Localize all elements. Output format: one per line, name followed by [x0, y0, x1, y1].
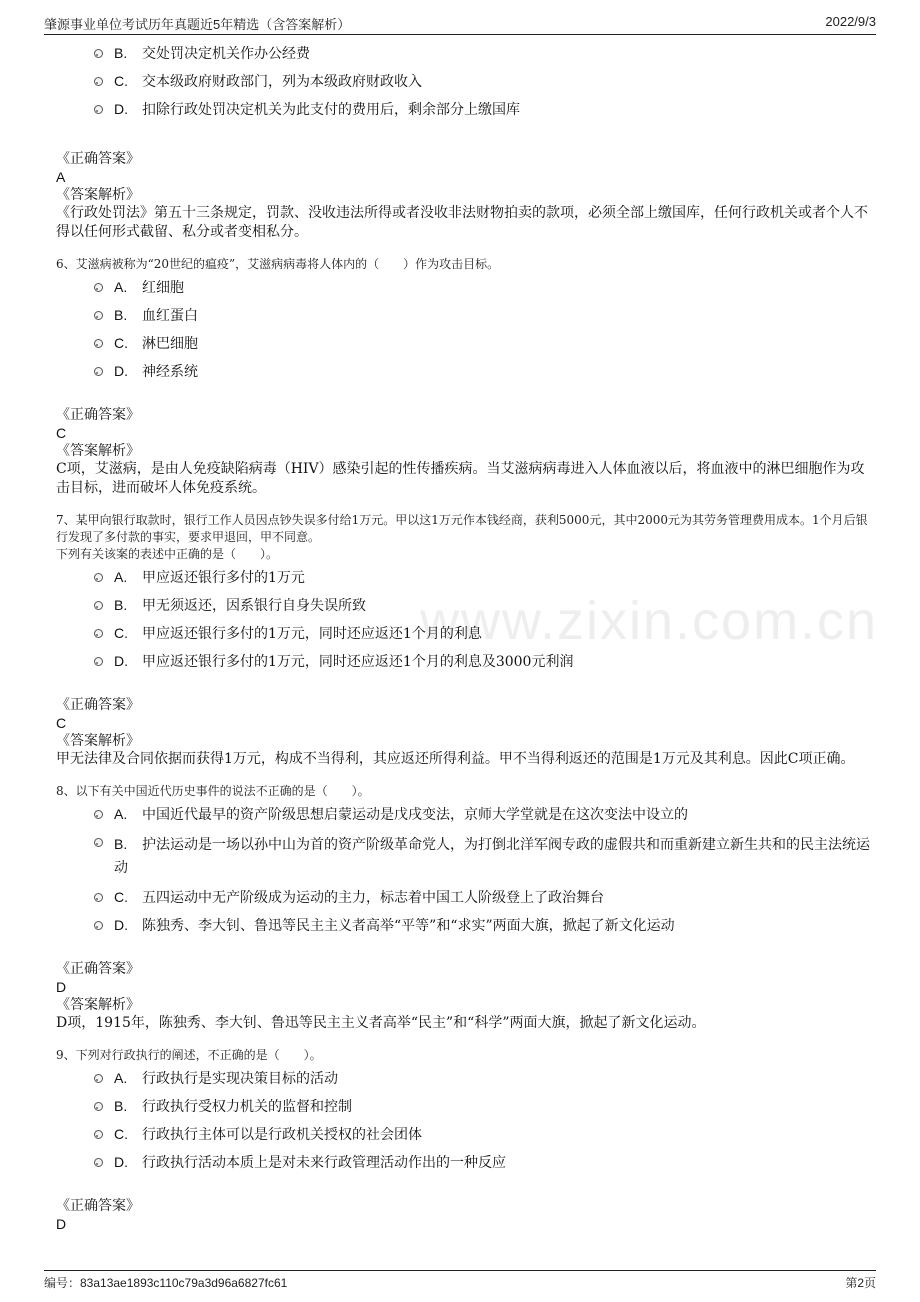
answer-value: C	[56, 715, 67, 731]
question-text: 8、以下有关中国近代历史事件的说法不正确的是（ ）。	[56, 784, 370, 798]
question-text: 7、某甲向银行取款时，银行工作人员因点钞失误多付给1万元。甲以这1万元作本钱经商，获利5000元，其中2000元为其劳务管理费用成本。1个月后银行发现了多付款的事实，要求甲退回，甲不同意。	[56, 513, 868, 544]
radio-icon[interactable]	[94, 1102, 103, 1111]
option-7c[interactable]: C. 甲应返还银行多付的1万元，同时还应返还1个月的利息	[94, 624, 876, 644]
radio-icon[interactable]	[94, 1074, 103, 1083]
analysis-text: C项，艾滋病，是由人免疫缺陷病毒（HIV）感染引起的性传播疾病。当艾滋病病毒进入人体血液以后，将血液中的淋巴细胞作为攻击目标，进而破坏人体免疫系统。	[56, 461, 865, 496]
radio-icon[interactable]	[94, 657, 103, 666]
document-title: 肇源事业单位考试历年真题近5年精选（含答案解析）	[44, 17, 351, 32]
option-8d[interactable]: D. 陈独秀、李大钊、鲁迅等民主主义者高举“平等”和“求实”两面大旗，掀起了新文化运动	[94, 916, 876, 936]
analysis-text: 甲无法律及合同依据而获得1万元，构成不当得利，其应返还所得利益。甲不当得利返还的范围是1万元及其利息。因此C项正确。	[56, 751, 855, 767]
question-9	[56, 1047, 876, 1233]
question-6	[56, 256, 876, 498]
radio-icon[interactable]	[94, 629, 103, 638]
document-content	[56, 40, 879, 1233]
question-7	[56, 512, 879, 769]
radio-icon[interactable]	[94, 339, 103, 348]
option-7d[interactable]: D. 甲应返还银行多付的1万元，同时还应返还1个月的利息及3000元利润	[94, 652, 876, 672]
page-footer	[44, 1270, 876, 1295]
radio-icon[interactable]	[94, 311, 103, 320]
option-8a[interactable]: A. 中国近代最早的资产阶级思想启蒙运动是戊戌变法，京师大学堂就是在这次变法中设立的	[94, 805, 876, 825]
radio-icon[interactable]	[94, 810, 103, 819]
radio-icon[interactable]	[94, 367, 103, 376]
answer-label: 《正确答案》	[56, 407, 140, 423]
answer-value: D	[56, 1216, 67, 1232]
page-number: 第2页	[845, 1276, 876, 1290]
answer-label: 《正确答案》	[56, 697, 140, 713]
answer-label: 《正确答案》	[56, 1198, 140, 1214]
option-9d[interactable]: D. 行政执行活动本质上是对未来行政管理活动作出的一种反应	[94, 1153, 876, 1173]
option-5b[interactable]: B. 交处罚决定机关作办公经费	[94, 44, 876, 64]
question-8	[56, 783, 876, 1033]
option-5d[interactable]: D. 扣除行政处罚决定机关为此支付的费用后，剩余部分上缴国库	[94, 100, 876, 120]
option-8c[interactable]: C. 五四运动中无产阶级成为运动的主力，标志着中国工人阶级登上了政治舞台	[94, 888, 876, 908]
analysis-label: 《答案解析》	[56, 997, 140, 1013]
option-6c[interactable]: C. 淋巴细胞	[94, 334, 876, 354]
radio-icon[interactable]	[94, 1158, 103, 1167]
option-6d[interactable]: D. 神经系统	[94, 362, 876, 382]
option-9a[interactable]: A. 行政执行是实现决策目标的活动	[94, 1069, 876, 1089]
watermark: www.zixin.com.cn	[420, 591, 879, 651]
radio-icon[interactable]	[94, 1130, 103, 1139]
radio-icon[interactable]	[94, 601, 103, 610]
radio-icon[interactable]	[94, 283, 103, 292]
question-5	[56, 44, 876, 242]
answer-value: D	[56, 979, 67, 995]
option-9b[interactable]: B. 行政执行受权力机关的监督和控制	[94, 1097, 876, 1117]
analysis-text: 《行政处罚法》第五十三条规定，罚款、没收违法所得或者没收非法财物拍卖的款项，必须全部上缴国库，任何行政机关或者个人不得以任何形式截留、私分或者变相私分。	[56, 205, 868, 240]
analysis-label: 《答案解析》	[56, 733, 140, 749]
question-text: 9、下列对行政执行的阐述，不正确的是（ ）。	[56, 1048, 322, 1062]
radio-icon[interactable]	[94, 49, 103, 58]
option-7b[interactable]: B. 甲无须返还，因系银行自身失误所致	[94, 596, 876, 616]
document-date: 2022/9/3	[825, 14, 876, 29]
option-5c[interactable]: C. 交本级政府财政部门，列为本级政府财政收入	[94, 72, 876, 92]
radio-icon[interactable]	[94, 893, 103, 902]
document-code: 编号：83a13ae1893c110c79a3d96a6827fc61	[44, 1276, 288, 1290]
option-9c[interactable]: C. 行政执行主体可以是行政机关授权的社会团体	[94, 1125, 876, 1145]
page-header	[44, 12, 876, 35]
answer-value: C	[56, 425, 67, 441]
radio-icon[interactable]	[94, 105, 103, 114]
analysis-text: D项，1915年，陈独秀、李大钊、鲁迅等民主主义者高举“民主”和“科学”两面大旗，掀起了新文化运动。	[56, 1015, 706, 1031]
radio-icon[interactable]	[94, 921, 103, 930]
radio-icon[interactable]	[94, 77, 103, 86]
option-8b[interactable]: B. 护法运动是一场以孙中山为首的资产阶级革命党人，为打倒北洋军阀专政的虚假共和而重新建立新生共和的民主法统运动	[94, 833, 876, 880]
radio-icon[interactable]	[94, 573, 103, 582]
answer-value: A	[56, 169, 66, 185]
question-text: 6、艾滋病被称为“20世纪的瘟疫”，艾滋病病毒将人体内的（ ）作为攻击目标。	[56, 257, 500, 271]
analysis-label: 《答案解析》	[56, 443, 140, 459]
question-text-2: 下列有关该案的表述中正确的是（ ）。	[56, 547, 279, 561]
answer-label: 《正确答案》	[56, 961, 140, 977]
option-6b[interactable]: B. 血红蛋白	[94, 306, 876, 326]
option-6a[interactable]: A. 红细胞	[94, 278, 876, 298]
analysis-label: 《答案解析》	[56, 187, 140, 203]
answer-label: 《正确答案》	[56, 151, 140, 167]
option-7a[interactable]: A. 甲应返还银行多付的1万元	[94, 568, 876, 588]
radio-icon[interactable]	[94, 838, 103, 847]
